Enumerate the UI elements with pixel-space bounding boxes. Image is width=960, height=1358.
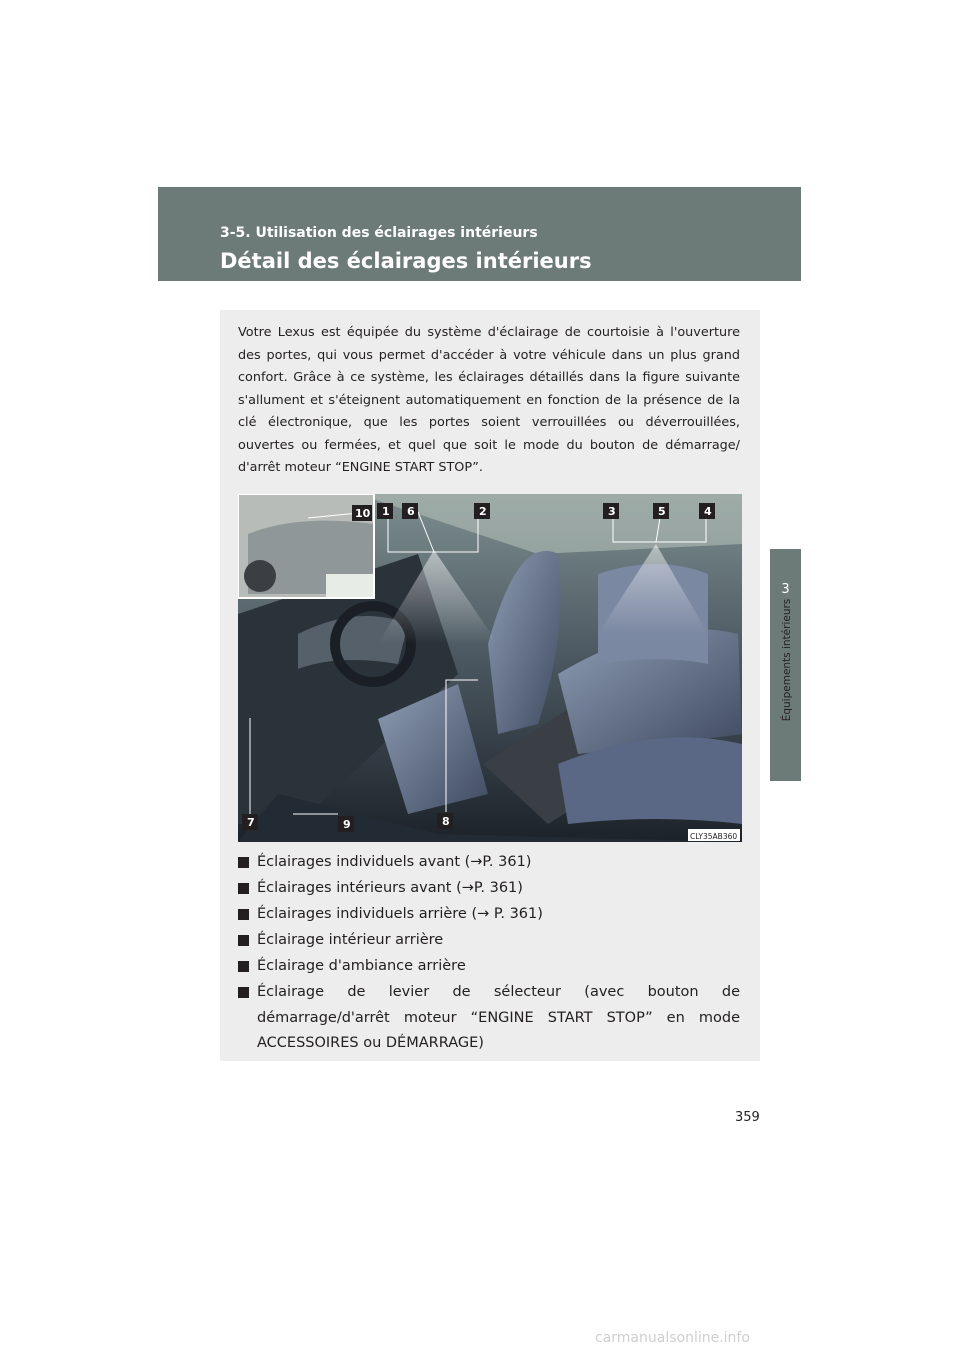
bullet-square-icon	[238, 961, 249, 972]
bullet-square-icon	[238, 909, 249, 920]
bullet-square-icon	[238, 883, 249, 894]
page-title: Détail des éclairages intérieurs	[220, 249, 592, 273]
legend-item-1: Éclairages individuels avant (→P. 361)	[238, 850, 740, 876]
content-box	[220, 310, 760, 1061]
page-number: 359	[735, 1110, 760, 1125]
watermark: carmanualsonline.info	[595, 1330, 750, 1346]
chapter-header	[158, 187, 801, 281]
callout-1: 1	[382, 505, 390, 518]
callout-8: 8	[442, 815, 450, 828]
callout-7: 7	[247, 816, 255, 829]
figure-code: CLY35AB360	[690, 832, 738, 841]
legend-item-2: Éclairages intérieurs avant (→P. 361)	[238, 876, 740, 902]
callout-3: 3	[608, 505, 616, 518]
legend-item-6: Éclairage de levier de sélecteur (avec bouton de démarrage/d'arrêt moteur “ENGINE START STOP” en mode ACCESSOIRES ou DÉMARRAGE)	[238, 980, 740, 1057]
bullet-square-icon	[238, 987, 249, 998]
legend-item-3: Éclairages individuels arrière (→ P. 361)	[238, 902, 740, 928]
legend-list	[238, 850, 740, 1057]
callout-6: 6	[407, 505, 415, 518]
callout-2: 2	[479, 505, 487, 518]
callout-5: 5	[658, 505, 666, 518]
chapter-tab-label: Équipements intérieurs	[781, 598, 793, 722]
legend-item-5: Éclairage d'ambiance arrière	[238, 954, 740, 980]
callout-9: 9	[343, 818, 351, 831]
legend-item-4: Éclairage intérieur arrière	[238, 928, 740, 954]
section-heading: 3-5. Utilisation des éclairages intérieurs	[220, 225, 538, 241]
chapter-tab-number: 3	[781, 582, 790, 597]
callout-4: 4	[704, 505, 712, 518]
callout-10: 10	[355, 507, 371, 520]
bullet-square-icon	[238, 935, 249, 946]
intro-paragraph: Votre Lexus est équipée du système d'éclairage de courtoisie à l'ouverture des portes, qui vous permet d'accéder à votre véhicule dans un plus grand confort. Grâce à ce système, les éclairages détaillés dans la figure suivante s'allument et s'éteignent automatiquement en fonction de la présence de la clé électronique, que les portes soient verrouillées ou déverrouillées, ouvertes ou fermées, et quel que soit le mode du bouton de démarrage/ d'arrêt moteur “ENGINE START STOP”.	[238, 325, 740, 475]
bullet-square-icon	[238, 857, 249, 868]
interior-lighting-figure	[238, 494, 742, 842]
